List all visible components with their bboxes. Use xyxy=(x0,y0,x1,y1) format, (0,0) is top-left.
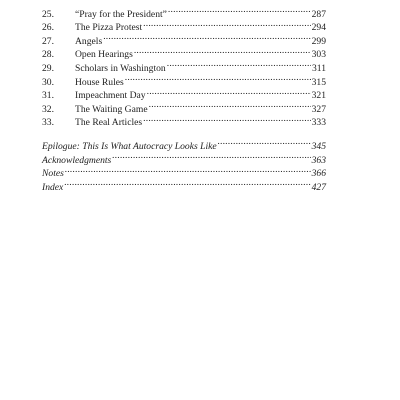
chapter-number: 25. xyxy=(42,8,54,20)
chapter-title: House Rules xyxy=(75,76,124,88)
page-number: 333 xyxy=(311,117,326,129)
chapter-list xyxy=(42,3,326,129)
chapter-title: Impeachment Day xyxy=(75,90,146,102)
dot-leader xyxy=(134,44,311,58)
dot-leader xyxy=(125,71,311,85)
chapter-number: 26. xyxy=(42,22,54,34)
chapter-number: 30. xyxy=(42,76,54,88)
chapter-number: 29. xyxy=(42,62,54,74)
page-number: 321 xyxy=(311,90,326,102)
dot-leader xyxy=(103,30,310,44)
dot-leader xyxy=(218,135,311,149)
page-number: 294 xyxy=(311,22,326,34)
dot-leader xyxy=(143,112,310,126)
dot-leader xyxy=(147,85,311,99)
chapter-number: 33. xyxy=(42,117,54,129)
dot-leader xyxy=(167,57,311,71)
section-title: Epilogue: This Is What Autocracy Looks Like xyxy=(42,140,217,152)
dot-leader xyxy=(143,17,310,31)
page-number: 427 xyxy=(311,181,326,193)
chapter-title: The Waiting Game xyxy=(75,103,148,115)
page-number: 315 xyxy=(311,76,326,88)
toc-entry xyxy=(42,3,326,20)
chapter-number: 28. xyxy=(42,49,54,61)
chapter-number: 31. xyxy=(42,90,54,102)
section-title: Notes xyxy=(42,168,64,180)
chapter-title: The Real Articles xyxy=(75,117,143,129)
dot-leader xyxy=(64,176,310,190)
dot-leader xyxy=(65,163,311,177)
chapter-title: “Pray for the President” xyxy=(75,8,167,20)
toc-entry xyxy=(42,135,326,152)
page-number: 303 xyxy=(311,49,326,61)
chapter-title: The Pizza Protest xyxy=(75,22,143,34)
toc-entry xyxy=(42,176,326,193)
page-number: 327 xyxy=(311,103,326,115)
page-number: 311 xyxy=(311,62,326,74)
dot-leader xyxy=(112,149,310,163)
section-title: Index xyxy=(42,181,64,193)
toc-entry xyxy=(42,163,326,180)
back-matter-list xyxy=(42,135,326,193)
chapter-title: Open Hearings xyxy=(75,49,133,61)
section-title: Acknowledgments xyxy=(42,154,112,166)
page-number: 363 xyxy=(311,154,326,166)
page-number: 299 xyxy=(311,35,326,47)
dot-leader xyxy=(149,98,311,112)
page-number: 345 xyxy=(311,140,326,152)
chapter-title: Scholars in Washington xyxy=(75,62,166,74)
dot-leader xyxy=(168,3,311,17)
chapter-number: 27. xyxy=(42,35,54,47)
page-number: 366 xyxy=(311,168,326,180)
page-number: 287 xyxy=(311,8,326,20)
chapter-number: 32. xyxy=(42,103,54,115)
table-of-contents xyxy=(42,3,326,193)
chapter-title: Angels xyxy=(75,35,103,47)
